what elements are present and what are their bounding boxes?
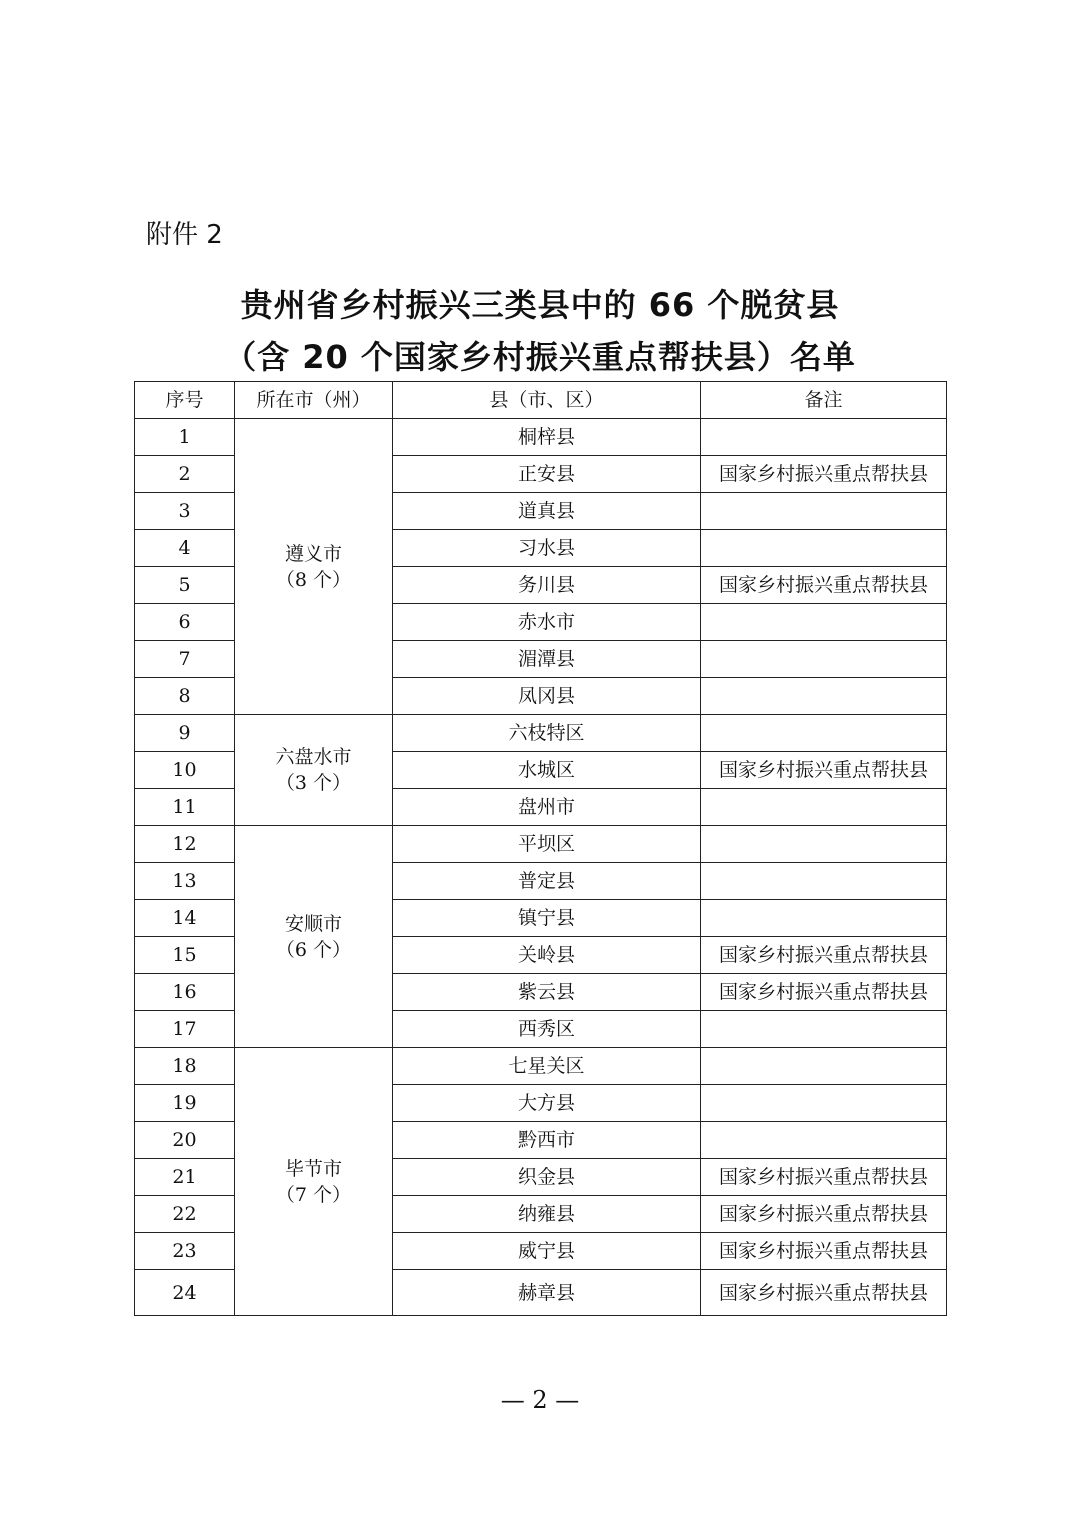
county-cell: 西秀区 <box>393 1011 701 1048</box>
seq-cell: 9 <box>135 715 235 752</box>
note-cell: 国家乡村振兴重点帮扶县 <box>701 567 947 604</box>
document-title-line-2: （含 20 个国家乡村振兴重点帮扶县）名单 <box>224 338 856 376</box>
note-cell <box>701 419 947 456</box>
seq-cell: 6 <box>135 604 235 641</box>
county-cell: 镇宁县 <box>393 900 701 937</box>
table-row <box>135 826 947 863</box>
county-cell: 六枝特区 <box>393 715 701 752</box>
county-cell: 平坝区 <box>393 826 701 863</box>
city-name: 毕节市 <box>284 1157 342 1180</box>
county-cell: 关岭县 <box>393 937 701 974</box>
header-note: 备注 <box>701 382 947 419</box>
city-cell <box>235 419 393 715</box>
table-row <box>135 419 947 456</box>
header-county: 县（市、区） <box>393 382 701 419</box>
note-cell: 国家乡村振兴重点帮扶县 <box>701 937 947 974</box>
seq-cell: 22 <box>135 1196 235 1233</box>
note-cell: 国家乡村振兴重点帮扶县 <box>701 974 947 1011</box>
seq-cell: 17 <box>135 1011 235 1048</box>
county-cell: 威宁县 <box>393 1233 701 1270</box>
county-cell: 习水县 <box>393 530 701 567</box>
county-cell: 织金县 <box>393 1159 701 1196</box>
county-cell: 湄潭县 <box>393 641 701 678</box>
county-cell: 水城区 <box>393 752 701 789</box>
city-cell <box>235 715 393 826</box>
county-cell: 桐梓县 <box>393 419 701 456</box>
header-city: 所在市（州） <box>235 382 393 419</box>
seq-cell: 12 <box>135 826 235 863</box>
city-county-count: （3 个） <box>275 772 352 794</box>
county-cell: 纳雍县 <box>393 1196 701 1233</box>
county-cell: 紫云县 <box>393 974 701 1011</box>
city-cell <box>235 826 393 1048</box>
note-cell: 国家乡村振兴重点帮扶县 <box>701 456 947 493</box>
note-cell <box>701 493 947 530</box>
seq-cell: 15 <box>135 937 235 974</box>
header-seq: 序号 <box>135 382 235 419</box>
seq-cell: 11 <box>135 789 235 826</box>
county-cell: 黔西市 <box>393 1122 701 1159</box>
seq-cell: 2 <box>135 456 235 493</box>
note-cell <box>701 789 947 826</box>
note-cell: 国家乡村振兴重点帮扶县 <box>701 752 947 789</box>
attachment-label: 附件 2 <box>146 220 223 250</box>
note-cell <box>701 678 947 715</box>
note-cell <box>701 1011 947 1048</box>
note-cell: 国家乡村振兴重点帮扶县 <box>701 1159 947 1196</box>
note-cell <box>701 1122 947 1159</box>
county-cell: 道真县 <box>393 493 701 530</box>
city-name: 安顺市 <box>284 912 342 935</box>
note-cell <box>701 641 947 678</box>
note-cell <box>701 1085 947 1122</box>
seq-cell: 10 <box>135 752 235 789</box>
page-number: — 2 — <box>500 1386 580 1414</box>
note-cell <box>701 826 947 863</box>
city-county-count: （8 个） <box>275 568 352 591</box>
seq-cell: 13 <box>135 863 235 900</box>
seq-cell: 14 <box>135 900 235 937</box>
seq-cell: 20 <box>135 1122 235 1159</box>
table-header-row <box>135 382 947 419</box>
table-body <box>135 419 947 1316</box>
county-cell: 大方县 <box>393 1085 701 1122</box>
county-cell: 凤冈县 <box>393 678 701 715</box>
county-cell: 普定县 <box>393 863 701 900</box>
seq-cell: 19 <box>135 1085 235 1122</box>
note-cell <box>701 900 947 937</box>
note-cell <box>701 604 947 641</box>
note-cell: 国家乡村振兴重点帮扶县 <box>701 1270 947 1316</box>
city-county-count: （7 个） <box>275 1183 352 1206</box>
seq-cell: 8 <box>135 678 235 715</box>
seq-cell: 18 <box>135 1048 235 1085</box>
table-row <box>135 715 947 752</box>
note-cell: 国家乡村振兴重点帮扶县 <box>701 1196 947 1233</box>
seq-cell: 16 <box>135 974 235 1011</box>
seq-cell: 5 <box>135 567 235 604</box>
seq-cell: 21 <box>135 1159 235 1196</box>
note-cell <box>701 1048 947 1085</box>
note-cell <box>701 715 947 752</box>
note-cell <box>701 863 947 900</box>
note-cell: 国家乡村振兴重点帮扶县 <box>701 1233 947 1270</box>
city-county-count: （6 个） <box>275 938 352 961</box>
county-cell: 正安县 <box>393 456 701 493</box>
county-cell: 务川县 <box>393 567 701 604</box>
county-cell: 赫章县 <box>393 1270 701 1316</box>
seq-cell: 23 <box>135 1233 235 1270</box>
table-row <box>135 1048 947 1085</box>
city-cell <box>235 1048 393 1316</box>
seq-cell: 4 <box>135 530 235 567</box>
seq-cell: 1 <box>135 419 235 456</box>
note-cell <box>701 530 947 567</box>
county-list-table <box>134 381 947 1316</box>
city-name: 六盘水市 <box>275 746 352 768</box>
county-cell: 七星关区 <box>393 1048 701 1085</box>
seq-cell: 3 <box>135 493 235 530</box>
document-title-line-1: 贵州省乡村振兴三类县中的 66 个脱贫县 <box>240 286 840 324</box>
seq-cell: 24 <box>135 1270 235 1316</box>
county-cell: 赤水市 <box>393 604 701 641</box>
county-cell: 盘州市 <box>393 789 701 826</box>
seq-cell: 7 <box>135 641 235 678</box>
city-name: 遵义市 <box>284 542 342 565</box>
